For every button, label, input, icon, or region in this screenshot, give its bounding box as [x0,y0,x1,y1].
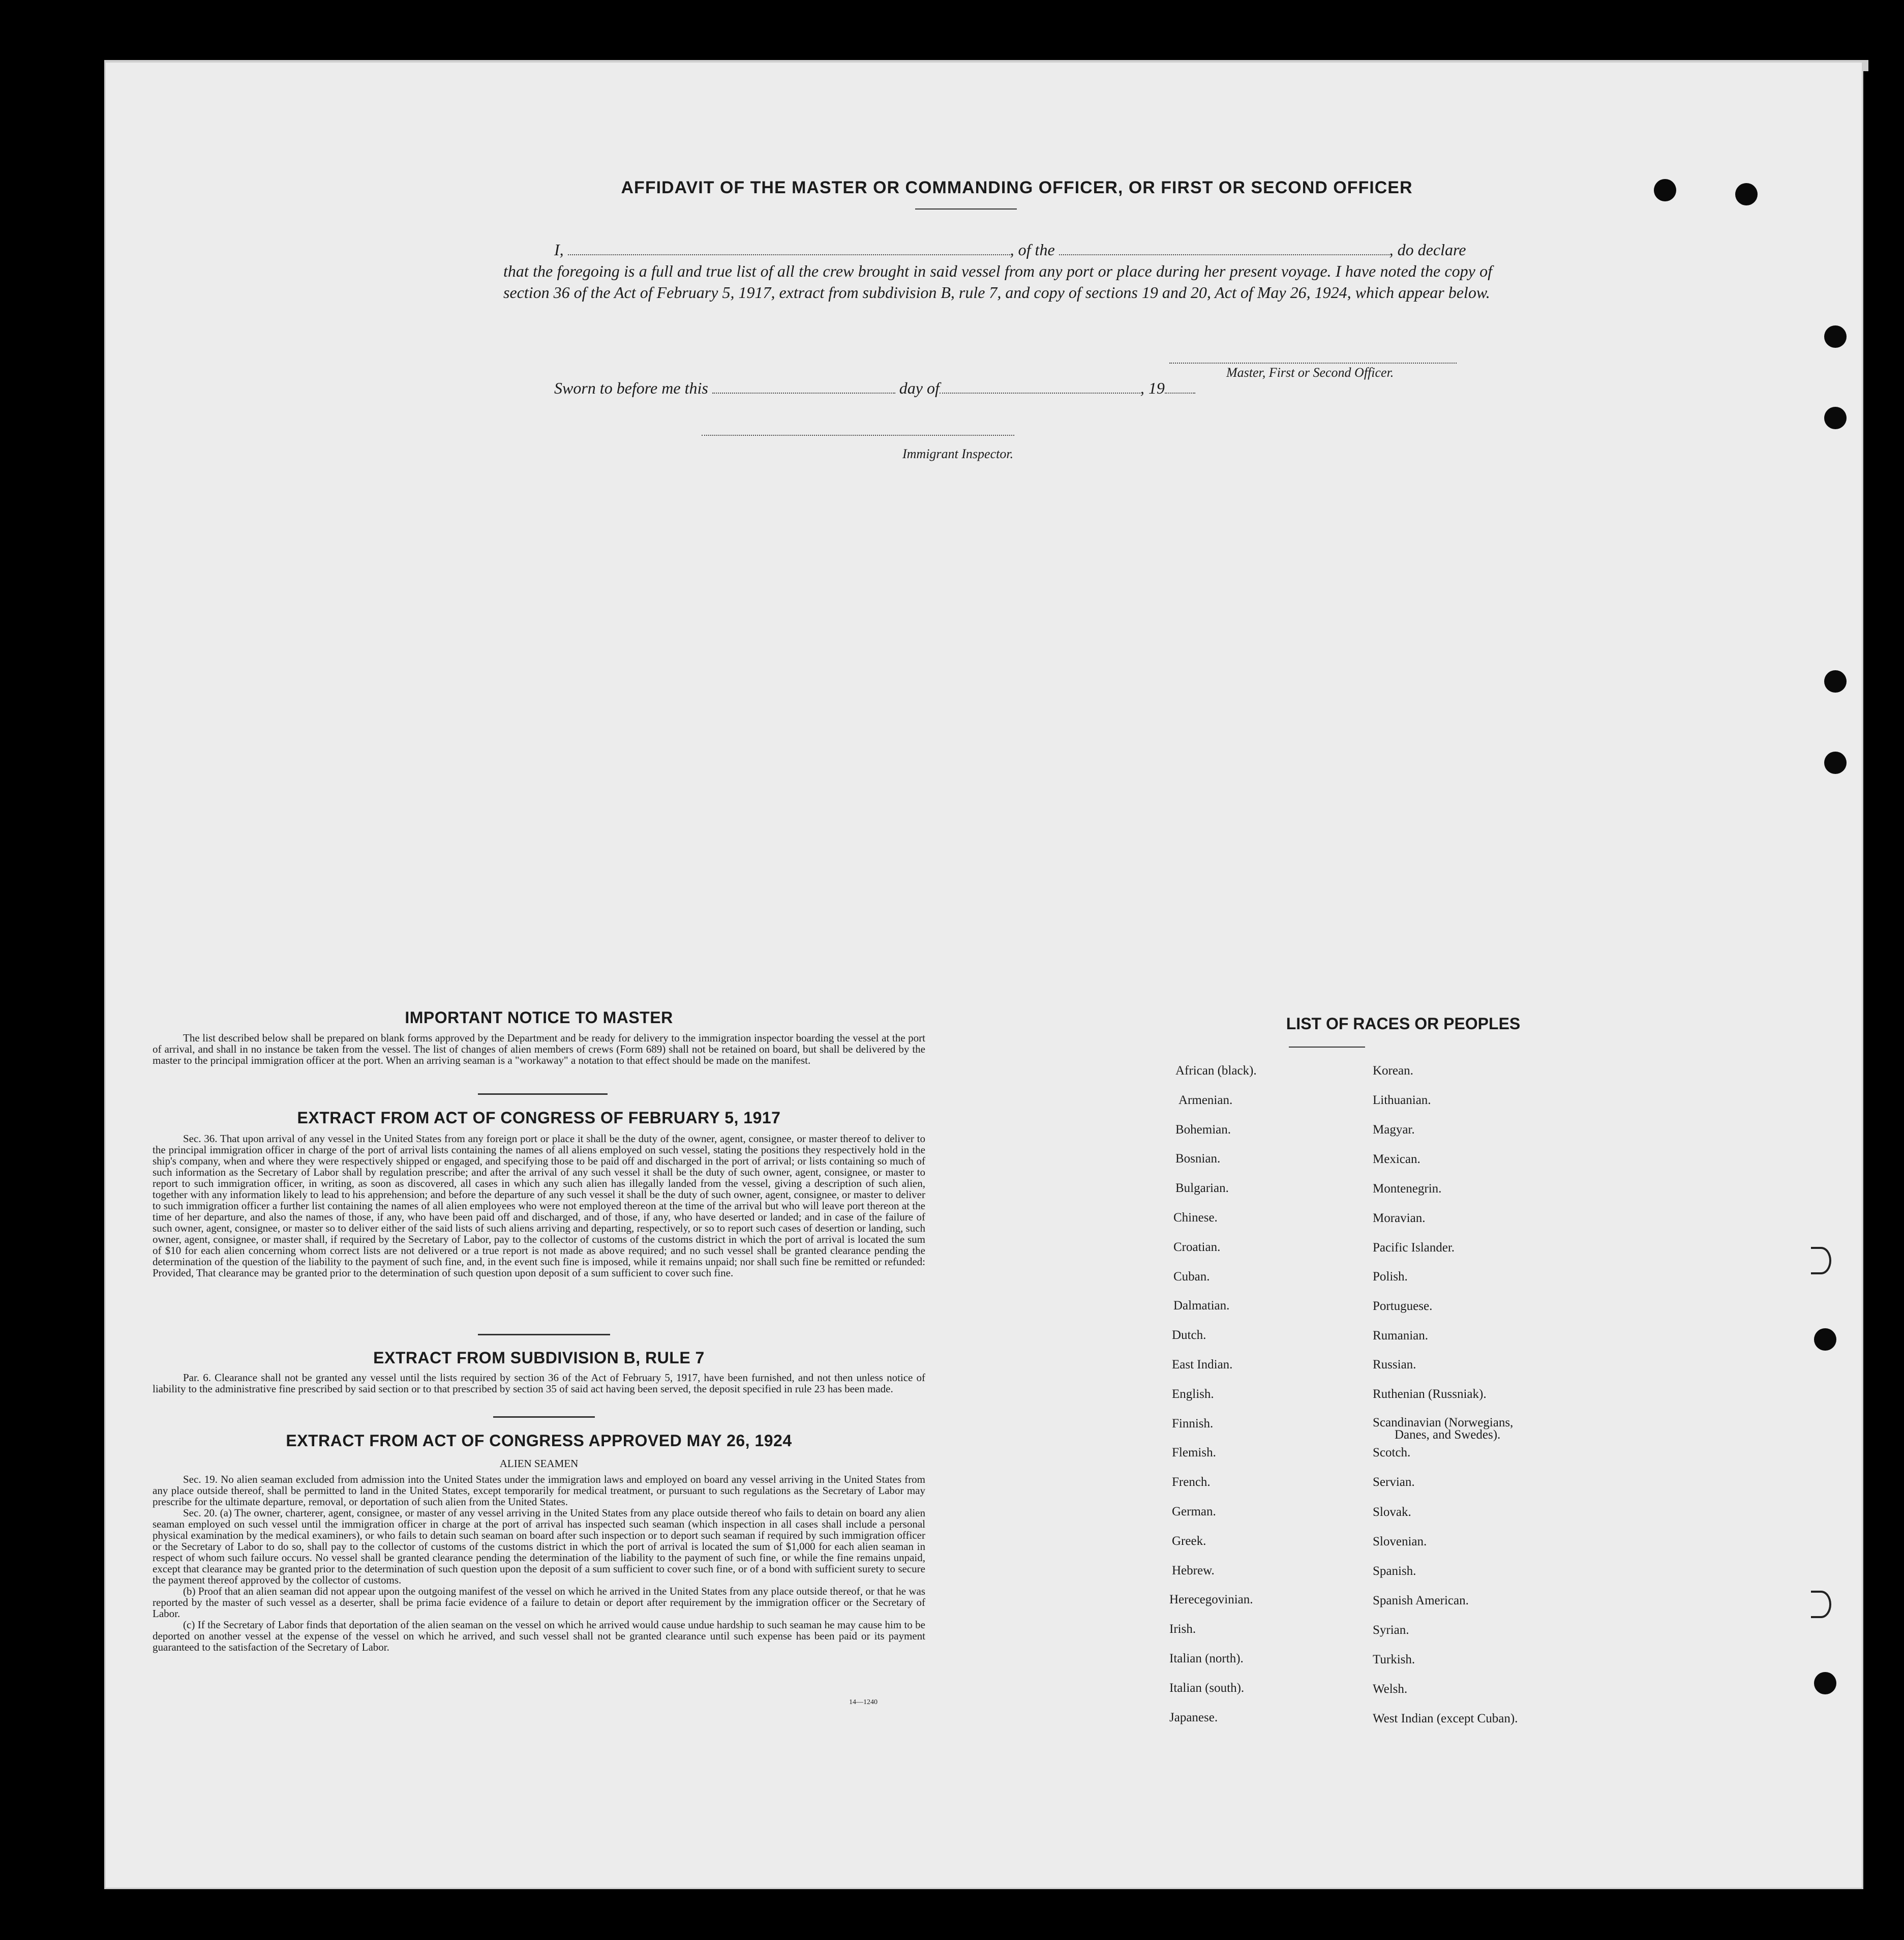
affidavit-text [503,239,1492,303]
race-item: Chinese. [1173,1211,1218,1225]
race-item: Bohemian. [1175,1123,1231,1137]
race-item: Flemish. [1172,1446,1216,1459]
extract-1924-paragraph: Sec. 19. No alien seaman excluded from admission into the United States under the immigration laws and employed on board any vessel arriving in the United States from any place outside thereof, shall be permitted to land in the United States, except temporarily for medical treatment, or pursuant to such regulations as the Secretary of Labor may prescribe for the ultimate departure, removal, or deportation of such alien from the United States. [153,1473,925,1508]
extract-1917-text [153,1133,925,1278]
punch-hole-outline [1811,1247,1831,1274]
notice-paragraph: The list described below shall be prepared on blank forms approved by the Department and be ready for delivery to the immigration inspector boarding the vessel at the port of arrival, and shall in no instance be taken from the vessel. The list of changes of alien members of crews (Form 689) shall not be retained on board, but shall be delivered by the master to the principal immigration officer at the port. When an arriving seaman is a "workaway" a notation to that effect should be made on the manifest. [153,1032,925,1066]
race-item: Korean. [1373,1064,1413,1078]
race-item: Finnish. [1172,1417,1214,1430]
extract-1924-paragraph: (b) Proof that an alien seaman did not appear upon the outgoing manifest of the vessel on which he arrived in the United States from any place outside thereof, or that he was reported by the master of such vessel as a deserter, shall be prima facie evidence of a failure to detain or deport after requirement by the immigration officer or the Secretary of Labor. [153,1585,925,1620]
race-item: Scandinavian (Norwegians, [1373,1416,1514,1429]
extract-rule7-title: EXTRACT FROM SUBDIVISION B, RULE 7 [373,1349,705,1367]
race-item: Lithuanian. [1373,1093,1431,1107]
race-item: Rumanian. [1373,1329,1429,1342]
race-item: Scotch. [1373,1446,1411,1459]
sworn-day-blank[interactable] [712,393,895,394]
sworn-year-prefix: , 19 [1140,379,1165,397]
race-item: Herecegovinian. [1169,1593,1253,1606]
extract-rule7-text [153,1372,925,1394]
name-blank[interactable] [568,254,1010,255]
race-item: Magyar. [1373,1123,1415,1137]
punch-hole [1824,670,1847,693]
sworn-year-blank[interactable] [1165,393,1195,394]
master-signature-caption: Master, First or Second Officer. [1226,365,1394,380]
inspector-caption: Immigrant Inspector. [902,446,1014,461]
race-item: Spanish American. [1373,1594,1469,1607]
affidavit-do-declare: , do declare [1389,241,1466,259]
race-item: Bosnian. [1175,1152,1221,1166]
race-item: Russian. [1373,1358,1416,1371]
race-item: Pacific Islander. [1373,1241,1455,1255]
race-item: Portuguese. [1373,1299,1433,1313]
race-item: Mexican. [1373,1152,1421,1166]
race-item: Danes, and Swedes). [1395,1428,1501,1442]
punch-hole [1824,752,1847,774]
punch-hole [1814,1328,1836,1351]
punch-hole-outline [1811,1591,1831,1618]
race-item: Syrian. [1373,1623,1409,1637]
race-item: English. [1172,1387,1214,1401]
affidavit-title: AFFIDAVIT OF THE MASTER OR COMMANDING OFFICER, OR FIRST OR SECOND OFFICER [621,178,1413,197]
race-item: West Indian (except Cuban). [1373,1712,1518,1725]
race-item: Cuban. [1173,1270,1210,1284]
race-item: African (black). [1175,1064,1257,1078]
race-item: Ruthenian (Russniak). [1373,1387,1487,1401]
extract-1917-paragraph: Sec. 36. That upon arrival of any vessel in the United States from any foreign port or place it shall be the duty of the owner, agent, consignee, or master thereof to deliver to the principal immigration officer in charge of the port of arrival lists containing the names of all aliens employed on such vessel, stating the positions they respectively hold in the ship's company, when and where they were respectively shipped or engaged, and specifying those to be paid off and discharged in the port of arrival; or lists containing so much of such information as the Secretary of Labor shall by regulation prescribe; and after the arrival of any such vessel it shall be the duty of such owner, agent, consignee, or master to report to such immigration officer, in writing, as soon as discovered, all cases in which any such alien has illegally landed from the vessel, giving a description of such alien, together with any information likely to lead to his apprehension; and before the departure of any such vessel it shall be the duty of such owner, agent, consignee, or master to deliver to such immigration officer a further list containing the names of all alien employees who were not employed thereon at the time of the arrival but who will leave port thereon at the time of her departure, and also the names of those, if any, who have been paid off and discharged, and of those, if any, who have deserted or landed; and in case of the failure of such owner, agent, consignee, or master so to deliver either of the said lists of such aliens arriving and departing, respectively, or so to report such cases of desertion or landing, such owner, agent, consignee, or master shall, if required by the Secretary of Labor, pay to the collector of customs of the customs district in which the port of arrival is located the sum of $10 for each alien concerning whom correct lists are not delivered or a true report is not made as above required; and no such vessel shall be granted clearance pending the determination of the question of the liability to the payment of such fine, and, in the event such fine is imposed, while it remains unpaid; nor shall such fine be remitted or refunded: Provided, That clearance may be granted prior to the determination of such question upon deposit of a sum sufficient to cover such fine. [153,1132,925,1279]
race-item: Italian (north). [1169,1652,1244,1665]
notice-title: IMPORTANT NOTICE TO MASTER [405,1008,673,1027]
race-item: Polish. [1373,1270,1408,1284]
race-item: Servian. [1373,1475,1415,1489]
punch-hole [1654,179,1676,201]
extract-1924-subtitle: ALIEN SEAMEN [499,1457,579,1470]
sworn-month-blank[interactable] [940,393,1140,394]
race-item: German. [1172,1505,1216,1518]
vessel-blank[interactable] [1059,254,1389,255]
race-item: Welsh. [1373,1682,1408,1696]
master-signature-line[interactable] [1169,363,1457,364]
sworn-line [554,379,1195,398]
title-rule [915,208,1017,210]
race-item: Slovak. [1373,1505,1411,1519]
race-item: French. [1172,1475,1211,1489]
sworn-prefix: Sworn to before me this [554,379,708,397]
section-divider [478,1093,608,1095]
race-item: East Indian. [1172,1358,1233,1371]
extract-rule7-paragraph: Par. 6. Clearance shall not be granted any vessel until the lists required by section 36 of the Act of February 5, 1917, have been furnished, and not then unless notice of liability to the administrative fine prescribed by said section or to that prescribed by section 35 of said act having been served, the deposit specified in rule 23 has been made. [153,1371,925,1395]
extract-1924-paragraph: (c) If the Secretary of Labor finds that deportation of the alien seaman on the vessel on which he arrived would cause undue hardship to such seaman he may cause him to be deported on another vessel at the expense of the vessel on which he arrived, and such vessel shall not be granted clearance until such expense has been paid or its payment guaranteed to the satisfaction of the Secretary of Labor. [153,1619,925,1653]
inspector-signature-line[interactable] [702,435,1014,436]
affidavit-of-the: , of the [1010,241,1055,259]
race-item: Dalmatian. [1173,1299,1230,1312]
race-item: Greek. [1172,1534,1206,1548]
race-item: Italian (south). [1169,1681,1245,1695]
race-item: Montenegrin. [1373,1182,1442,1196]
race-item: Japanese. [1169,1711,1218,1724]
races-title-rule [1289,1047,1365,1048]
notice-text [153,1032,925,1066]
race-item: Dutch. [1172,1328,1206,1342]
punch-hole [1814,1672,1836,1694]
race-item: Bulgarian. [1175,1181,1229,1195]
race-item: Irish. [1169,1622,1196,1636]
extract-1917-title: EXTRACT FROM ACT OF CONGRESS OF FEBRUARY 5, 1917 [297,1109,781,1127]
punch-hole [1735,183,1758,205]
form-number: 14—1240 [849,1698,878,1706]
affidavit-body: that the foregoing is a full and true list of all the crew brought in said vessel from any port or place during her present voyage. I have noted the copy of section 36 of the Act of February 5, 1917, extract from subdivision B, rule 7, and copy of sections 19 and 20, Act of May 26, 1924, which appear below. [503,262,1492,302]
punch-hole [1824,325,1847,348]
race-item: Croatian. [1173,1240,1221,1254]
sworn-day-of: day of [899,379,940,397]
race-item: Armenian. [1178,1093,1233,1107]
race-item: Hebrew. [1172,1564,1215,1577]
race-item: Spanish. [1373,1564,1416,1578]
punch-hole [1824,407,1847,429]
race-item: Moravian. [1373,1211,1426,1225]
race-item: Turkish. [1373,1653,1415,1666]
races-title: LIST OF RACES OR PEOPLES [1286,1014,1521,1033]
affidavit-lead-i: I, [554,241,564,259]
race-item: Slovenian. [1373,1535,1427,1548]
extract-1924-text [153,1474,925,1653]
section-divider [493,1416,595,1418]
extract-1924-title: EXTRACT FROM ACT OF CONGRESS APPROVED MAY 26, 1924 [286,1431,792,1450]
extract-1924-paragraph: Sec. 20. (a) The owner, charterer, agent, consignee, or master of any vessel arriving in the United States from any place outside thereof who fails to detain on board any alien seaman employed on such vessel until the immigration officer in charge at the port of arrival has inspected such seaman (which inspection in all cases shall include a personal physical examination by the medical examiners), or who fails to detain such seaman on board after such inspection or to deport such seaman if required by such immigration officer or the Secretary of Labor to do so, shall pay to the collector of customs of the customs district in which the port of arrival is located the sum of $1,000 for each alien seaman in respect of whom such failure occurs. No vessel shall be granted clearance pending the determination of the liability to the payment of such fine, or while the fine remains unpaid, except that clearance may be granted prior to the determination of such question upon the deposit of a sum sufficient to cover such fine, or of a bond with sufficient surety to secure the payment thereof approved by the collector of customs. [153,1507,925,1586]
section-divider [478,1334,610,1335]
